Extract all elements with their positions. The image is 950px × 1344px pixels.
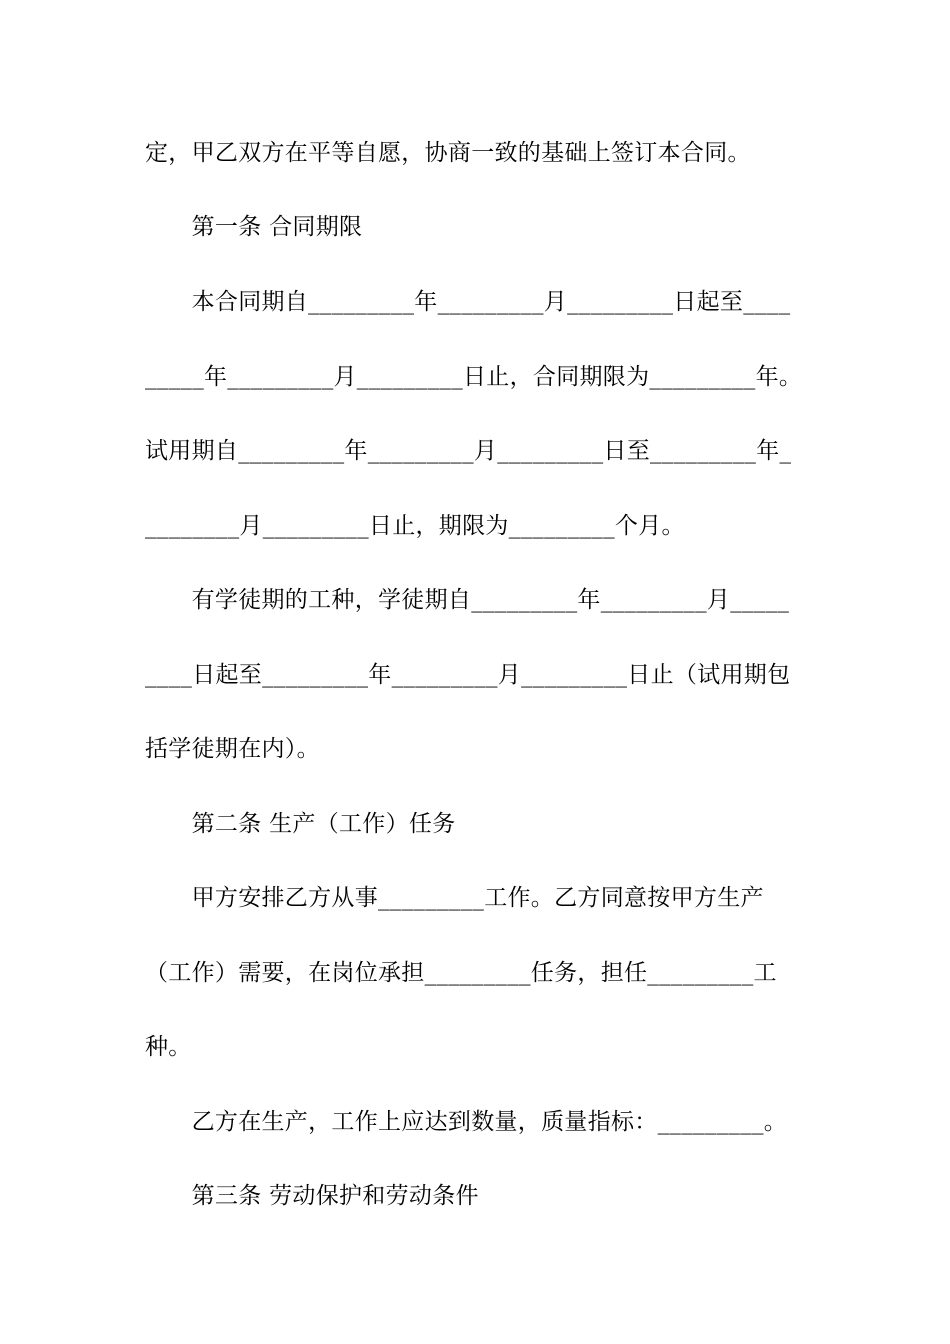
article-heading: 第三条 劳动保护和劳动条件 bbox=[145, 1183, 479, 1209]
text-line: ________月_________日止，期限为_________个月。 bbox=[145, 513, 685, 539]
article-heading: 第二条 生产（工作）任务 bbox=[145, 811, 456, 837]
text-line: 甲方安排乙方从事_________工作。乙方同意按甲方生产 bbox=[145, 885, 764, 911]
text-line: 种。 bbox=[145, 1034, 192, 1060]
text-line: 试用期自_________年_________月_________日至_________年_ bbox=[145, 438, 792, 464]
text-line: 本合同期自_________年_________月_________日起至____ bbox=[145, 289, 791, 315]
text-line: （工作）需要，在岗位承担_________任务，担任_________工 bbox=[145, 960, 777, 986]
text-line: 定，甲乙双方在平等自愿，协商一致的基础上签订本合同。 bbox=[145, 140, 751, 166]
text-line: 括学徒期在内）。 bbox=[145, 736, 320, 762]
text-line: 有学徒期的工种，学徒期自_________年_________月_____ bbox=[145, 587, 790, 613]
text-line: _____年_________月_________日止，合同期限为_________年。 bbox=[145, 364, 803, 390]
text-line: ____日起至_________年_________月_________日止（试用期包 bbox=[145, 662, 791, 688]
article-heading: 第一条 合同期限 bbox=[145, 214, 363, 240]
text-line: 乙方在生产，工作上应达到数量，质量指标：_________。 bbox=[145, 1109, 788, 1135]
